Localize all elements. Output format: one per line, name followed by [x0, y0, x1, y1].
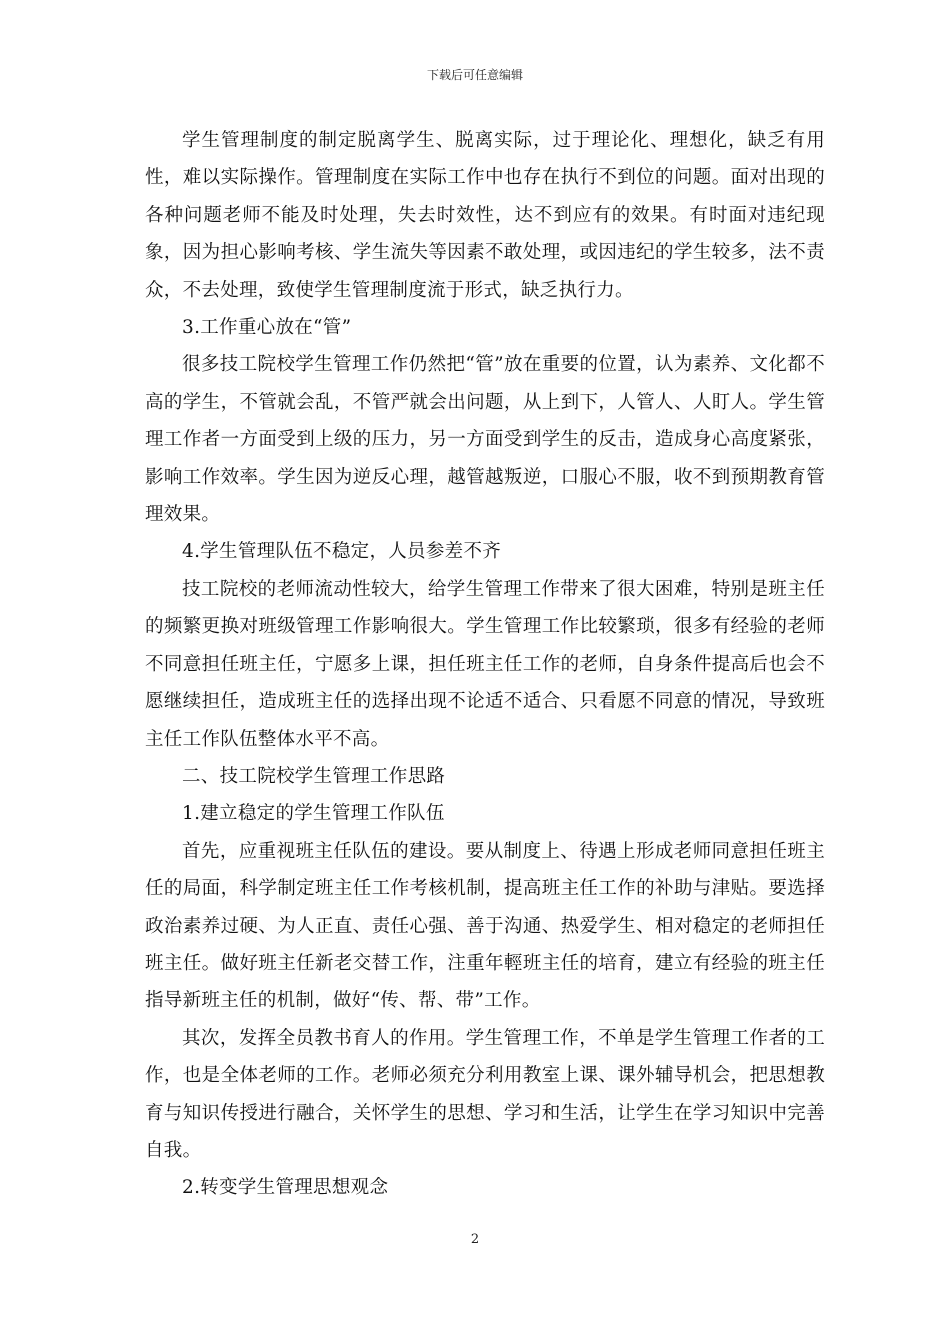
page-number: 2	[470, 1232, 480, 1247]
subheading-focus-on-control: 3.工作重心放在“管”	[182, 317, 352, 339]
subheading-stable-team: 1.建立稳定的学生管理工作队伍	[182, 803, 445, 825]
paragraph-control-approach: 很多技工院校学生管理工作仍然把“管”放在重要的位置，认为素养、文化都不高的学生，不管就会乱，不管严就会出问题，从上到下，人管人、人盯人。学生管理工作者一方面受到上级的压力，另一方面受到学生的反击，造成身心高度紧张，影响工作效率。学生因为逆反心理，越管越叛逆，口服心不服，收不到预期教育管理效果。	[145, 354, 825, 526]
section-heading-management-ideas: 二、技工院校学生管理工作思路	[182, 765, 446, 787]
document-body	[145, 122, 825, 1207]
paragraph-teacher-turnover: 技工院校的老师流动性较大，给学生管理工作带来了很大困难，特别是班主任的频繁更换对班级管理工作影响很大。学生管理工作比较繁琐，很多有经验的老师不同意担任班主任，宁愿多上课，担任班主任工作的老师，自身条件提高后也会不愿继续担任，造成班主任的选择出现不论适不适合、只看愿不同意的情况，导致班主任工作队伍整体水平不高。	[145, 578, 825, 750]
paragraph-regulation-issues: 学生管理制度的制定脱离学生、脱离实际，过于理论化、理想化，缺乏有用性，难以实际操作。管理制度在实际工作中也存在执行不到位的问题。面对出现的各种问题老师不能及时处理，失去时效性，达不到应有的效果。有时面对违纪现象，因为担心影响考核、学生流失等因素不敢处理，或因违纪的学生较多，法不责众，不去处理，致使学生管理制度流于形式，缺乏执行力。	[145, 130, 825, 301]
subheading-unstable-staff: 4.学生管理队伍不稳定，人员参差不齐	[182, 541, 502, 563]
subheading-change-mindset: 2.转变学生管理思想观念	[182, 1177, 389, 1199]
paragraph-all-staff-education: 其次，发挥全员教书育人的作用。学生管理工作，不单是学生管理工作者的工作，也是全体老师的工作。老师必须充分利用教室上课、课外辅导机会，把思想教育与知识传授进行融合，关怀学生的思想、学习和生活，让学生在学习知识中完善自我。	[145, 1027, 825, 1161]
paragraph-head-teacher-team: 首先，应重视班主任队伍的建设。要从制度上、待遇上形成老师同意担任班主任的局面，科学制定班主任工作考核机制，提高班主任工作的补助与津贴。要选择政治素养过硬、为人正直、责任心强、善于沟通、热爱学生、相对稳定的老师担任班主任。做好班主任新老交替工作，注重年輕班主任的培育，建立有经验的班主任指导新班主任的机制，做好“传、帮、带”工作。	[145, 840, 825, 1012]
page-header: 下载后可任意编辑	[426, 68, 523, 82]
